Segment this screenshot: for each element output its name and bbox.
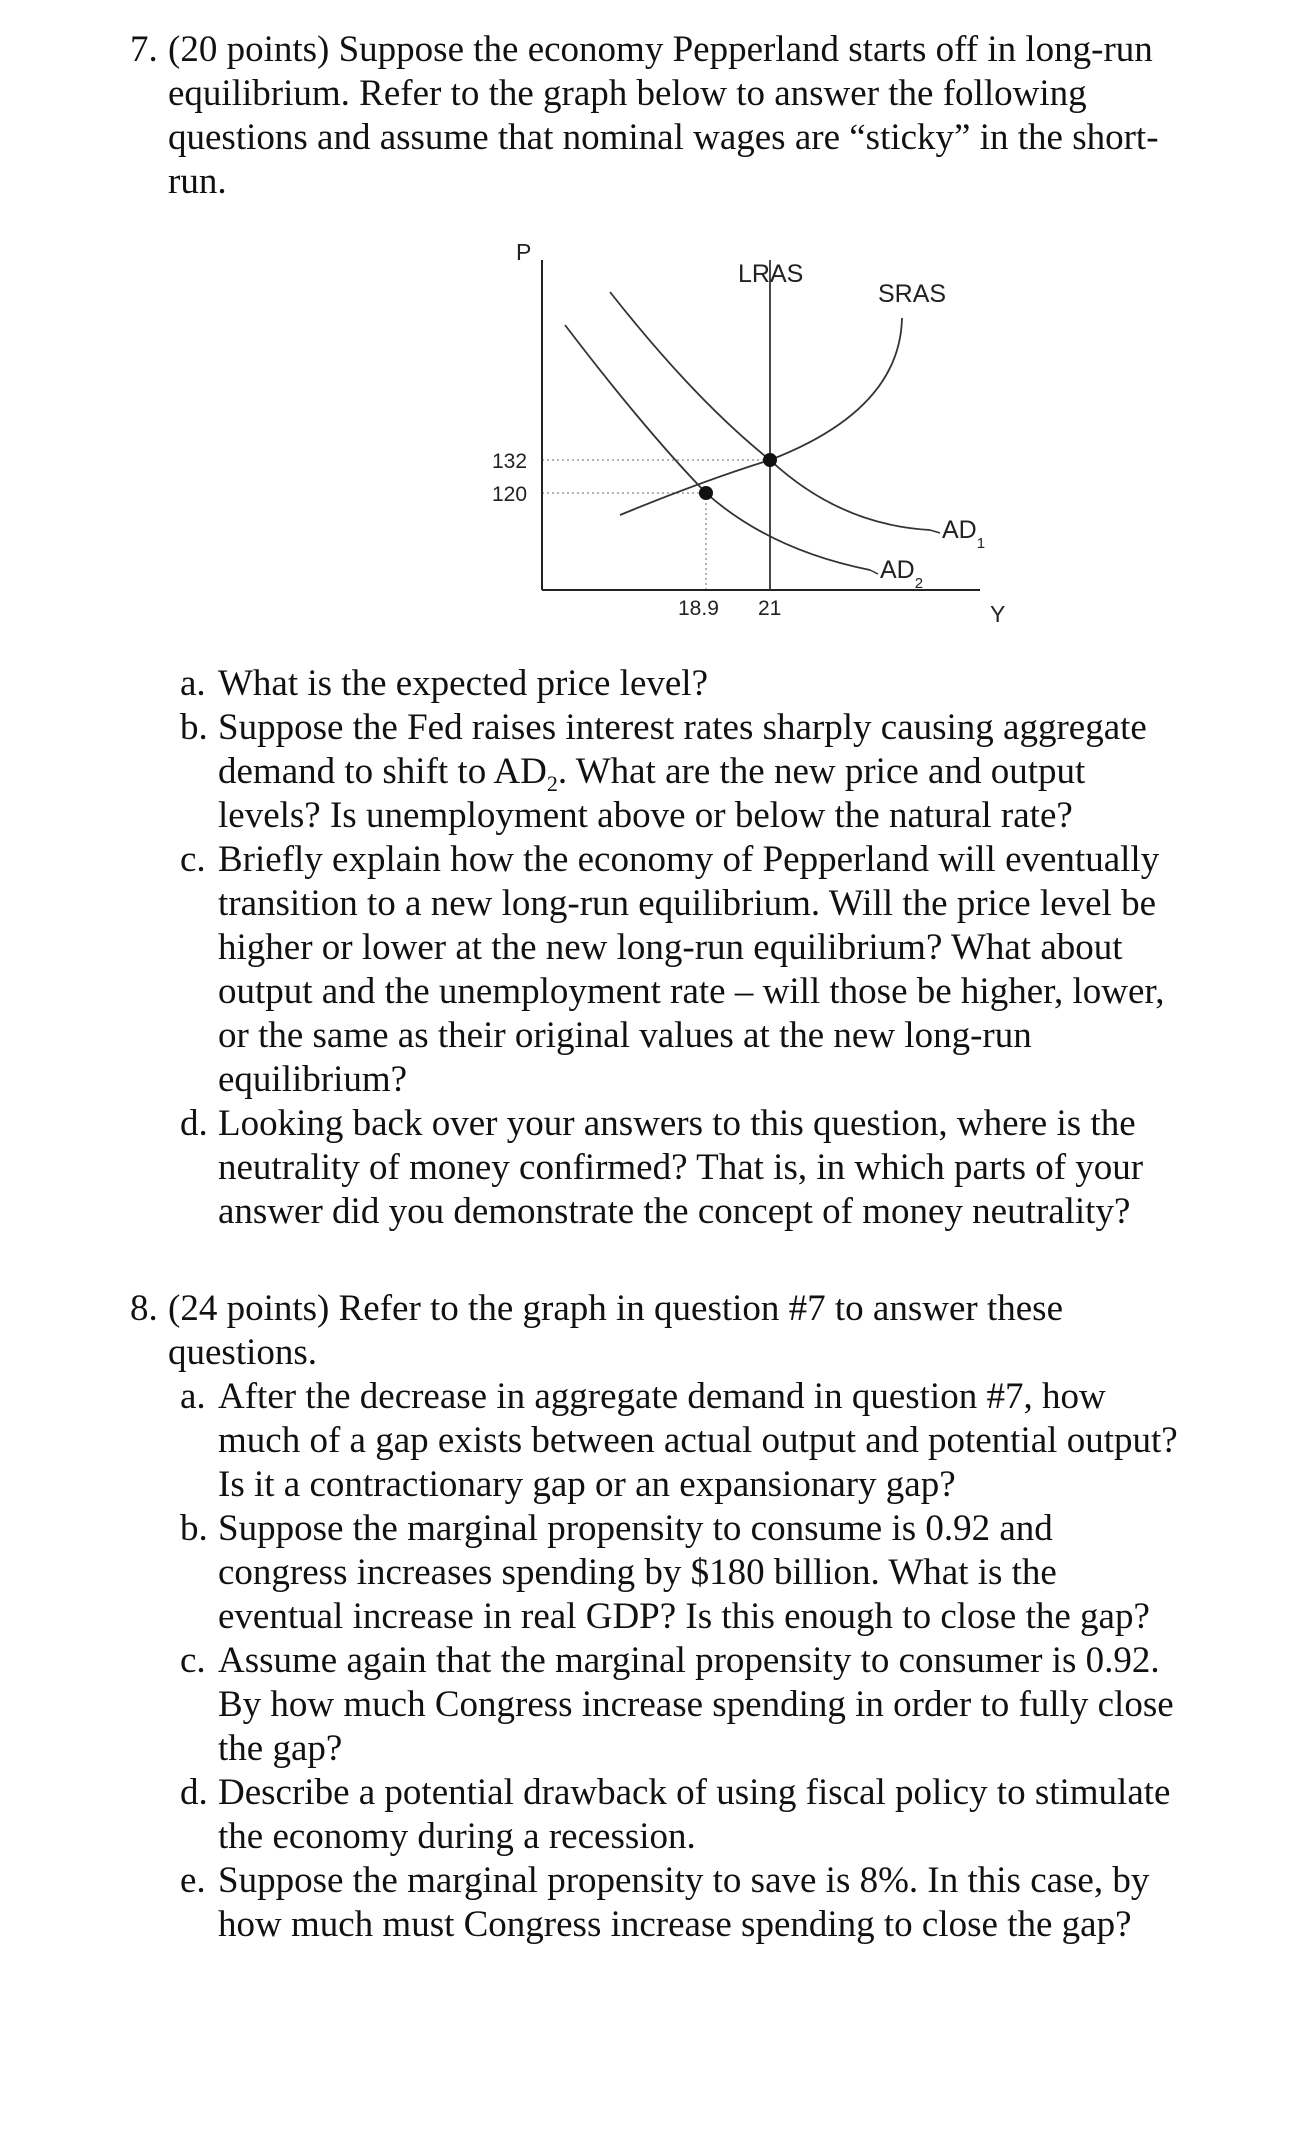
sub-letter: a. [180,663,206,704]
output-tick-21: 21 [758,597,782,620]
question-7-number: 7. [130,29,158,70]
y-axis-label: P [516,239,532,265]
sub-letter: d. [180,1772,208,1813]
question-7-line: run. [168,161,227,202]
sub-text: After the decrease in aggregate demand in question #7, how [218,1376,1106,1417]
ad1-label-leader [930,530,940,533]
lras-label: LRAS [738,260,804,288]
sub-text: congress increases spending by $180 billion. What is the [218,1552,1057,1593]
ad2-curve [565,325,870,570]
sub-text: answer did you demonstrate the concept of money neutrality? [218,1191,1131,1232]
output-tick-18.9: 18.9 [678,597,719,620]
sub-text: equilibrium? [218,1059,408,1100]
question-7-line: equilibrium. Refer to the graph below to answer the following [168,73,1087,114]
question-8-line: (24 points) Refer to the graph in question #7 to answer these [168,1288,1063,1329]
price-tick-132: 132 [492,450,528,473]
sub-text: Briefly explain how the economy of Pepperland will eventually [218,839,1160,880]
sub-letter: c. [180,1640,206,1681]
sub-text: levels? Is unemployment above or below the natural rate? [218,795,1073,836]
question-8-line: questions. [168,1332,318,1373]
sub-text: Is it a contractionary gap or an expansionary gap? [218,1464,956,1505]
price-tick-120: 120 [492,483,528,506]
sub-text: Suppose the Fed raises interest rates sharply causing aggregate [218,707,1147,748]
sub-letter: c. [180,839,206,880]
sub-text-with-subscript: demand to shift to $AD_2$. What are the new price and output [218,751,1086,796]
ad2-label-leader [870,570,878,574]
sub-text: the gap? [218,1728,343,1769]
sub-text: Assume again that the marginal propensity to consumer is 0.92. [218,1640,1160,1681]
x-axis-label: Y [990,601,1006,627]
sub-letter: a. [180,1376,206,1417]
sub-text: Describe a potential drawback of using fiscal policy to stimulate [218,1772,1171,1813]
sub-letter: b. [180,1508,208,1549]
sub-text: Suppose the marginal propensity to consume is 0.92 and [218,1508,1053,1549]
sub-text: transition to a new long-run equilibrium. Will the price level be [218,883,1157,924]
sub-letter: e. [180,1860,206,1901]
sras-curve [620,318,902,515]
question-7-line: (20 points) Suppose the economy Pepperland starts off in long-run [168,29,1153,70]
sub-text: higher or lower at the new long-run equilibrium? What about [218,927,1123,968]
sub-text: Suppose the marginal propensity to save is 8%. In this case, by [218,1860,1150,1901]
sub-text: much of a gap exists between actual output and potential output? [218,1420,1178,1461]
sub-text: What is the expected price level? [218,663,708,704]
short-run-equilibrium-point [699,486,713,500]
sub-text: neutrality of money confirmed? That is, in which parts of your [218,1147,1144,1188]
sub-text: how much must Congress increase spending to close the gap? [218,1904,1132,1945]
sub-text: output and the unemployment rate – will those be higher, lower, [218,971,1165,1012]
question-7-line: questions and assume that nominal wages are “sticky” in the short- [168,117,1159,158]
ad1-label: $AD_1$ [942,516,986,552]
question-8-number: 8. [130,1288,158,1329]
sub-letter: d. [180,1103,208,1144]
initial-equilibrium-point [763,453,777,467]
ad-as-graph [470,230,1040,640]
sub-letter: b. [180,707,208,748]
sub-text: eventual increase in real GDP? Is this enough to close the gap? [218,1596,1150,1637]
sub-text: or the same as their original values at the new long-run [218,1015,1032,1056]
sub-text: Looking back over your answers to this question, where is the [218,1103,1136,1144]
sub-text: the economy during a recession. [218,1816,696,1857]
ad2-label: $AD_2$ [880,556,924,592]
sub-text: By how much Congress increase spending in order to fully close [218,1684,1174,1725]
sras-label: SRAS [878,280,947,308]
